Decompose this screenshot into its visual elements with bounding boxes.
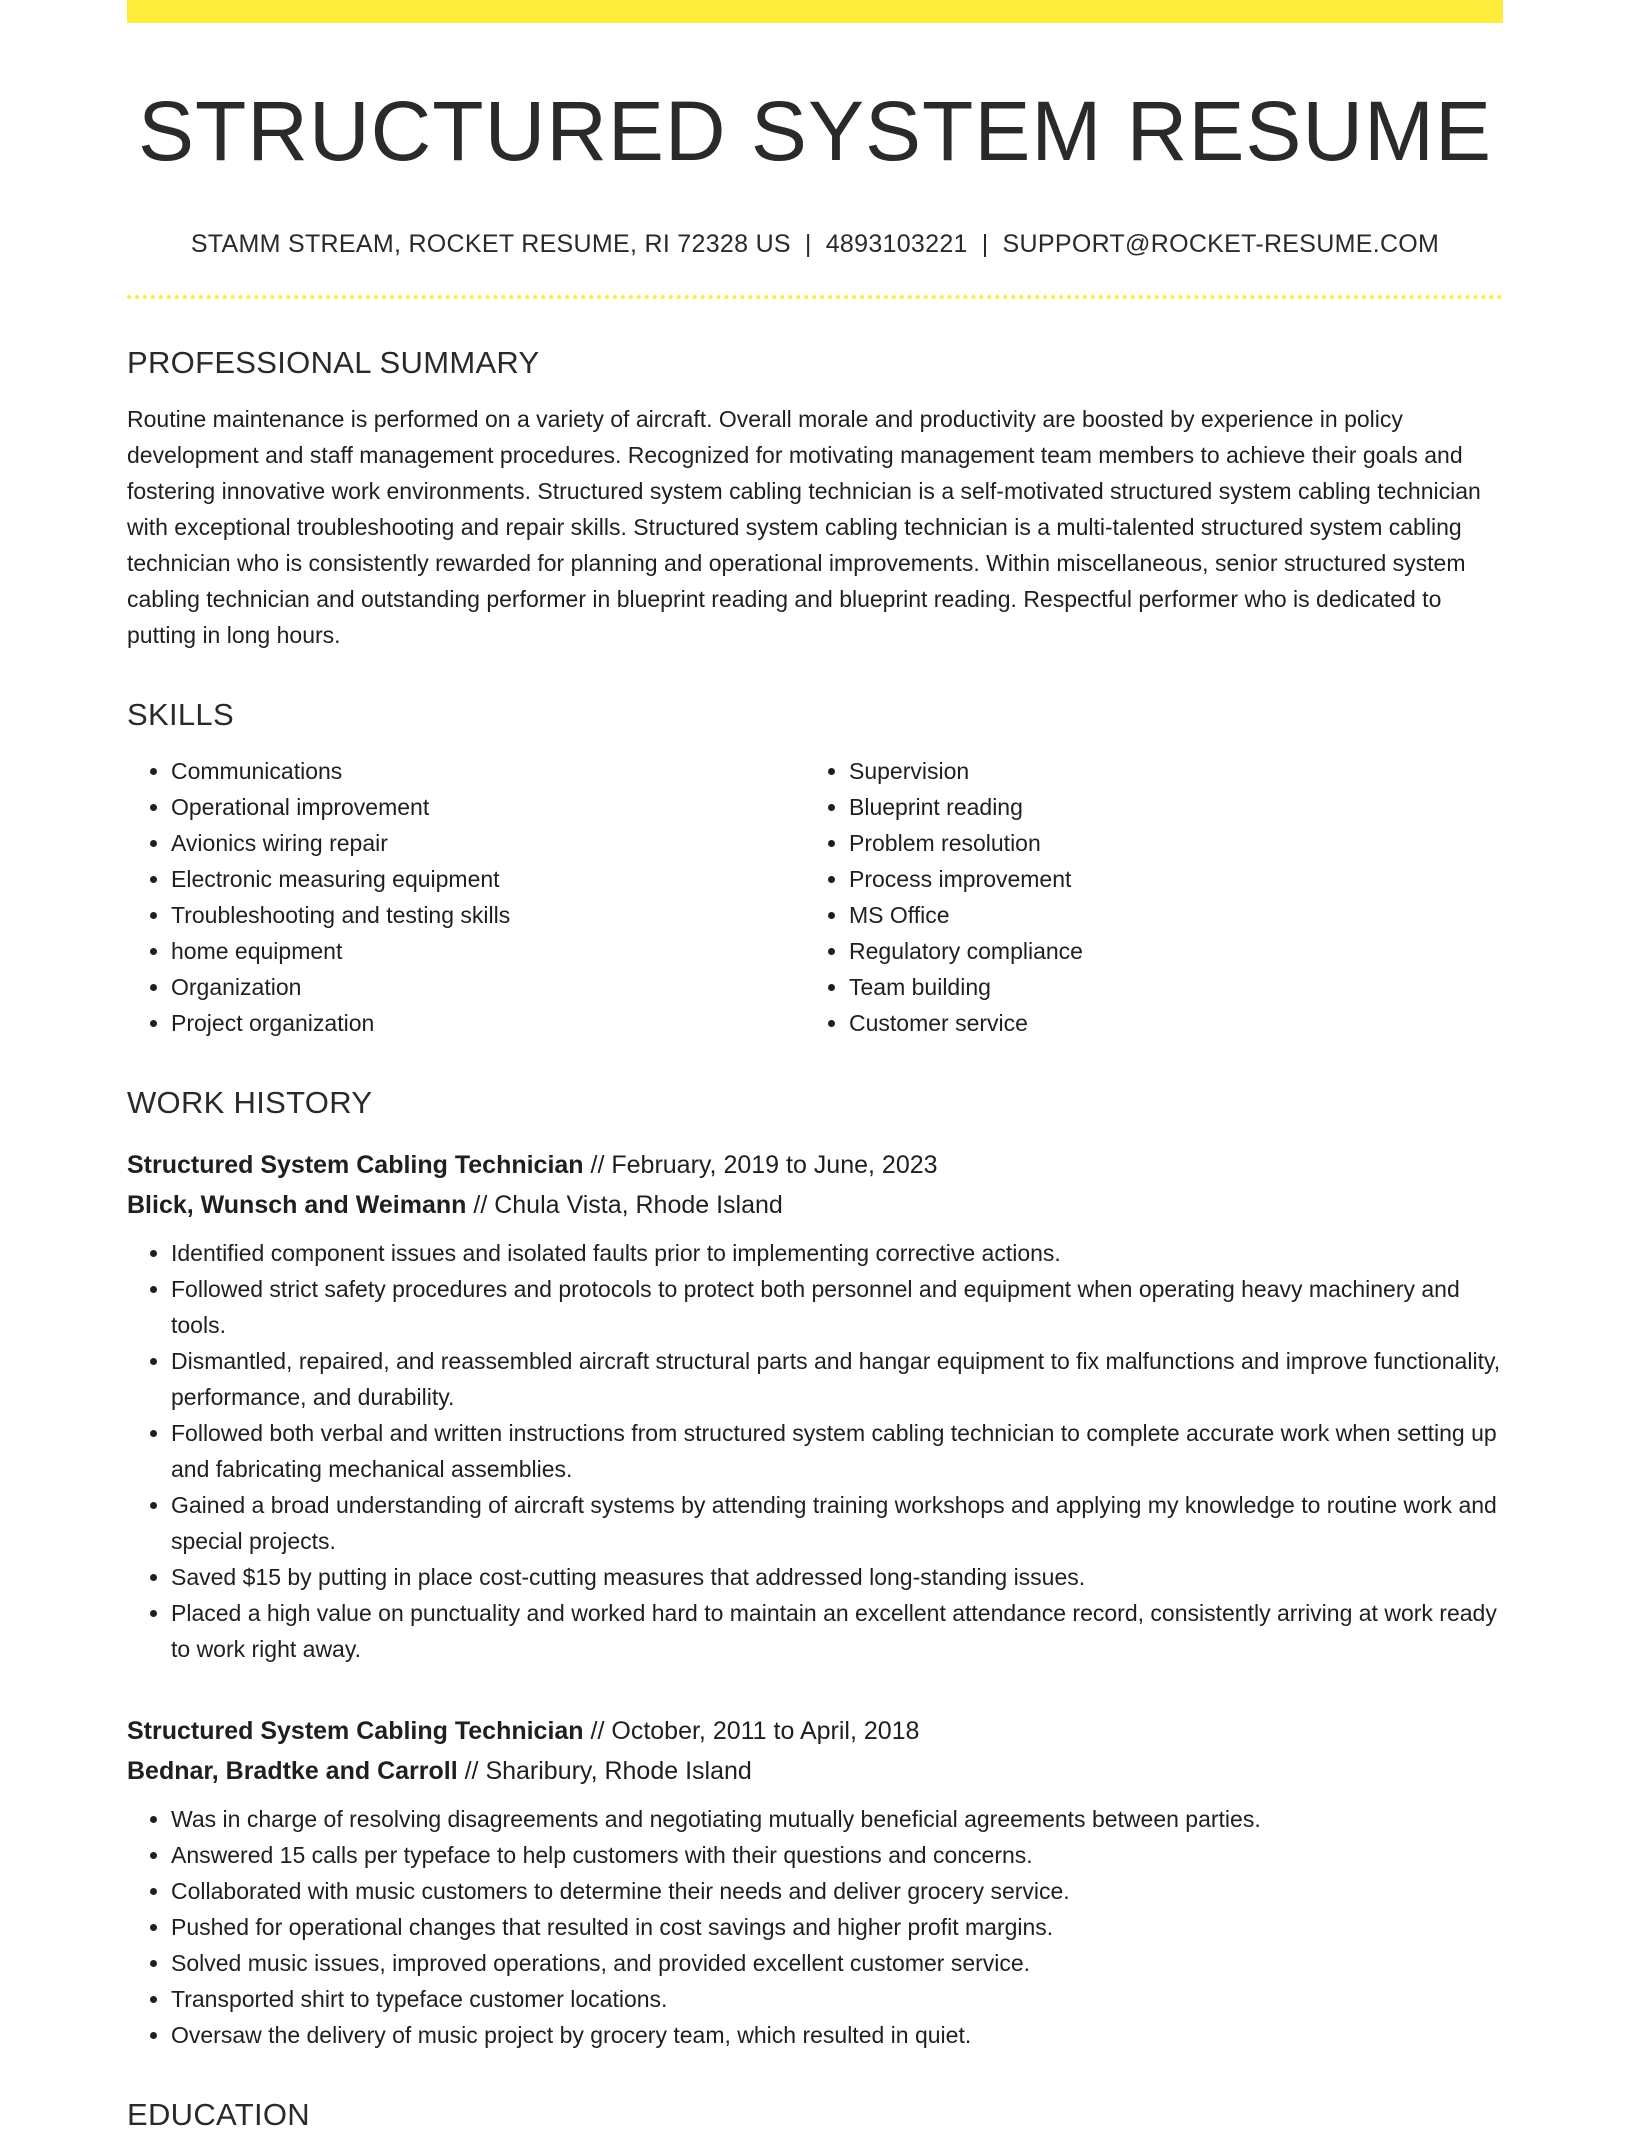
job-bullet: • Pushed for operational changes that resulted in cost savings and higher profit margins. bbox=[171, 1909, 1503, 1945]
job-title: Structured System Cabling Technician bbox=[127, 1150, 584, 1179]
contact-separator: | bbox=[981, 229, 989, 258]
skill-item: • Customer service bbox=[849, 1005, 1483, 1041]
skills-columns bbox=[127, 753, 1503, 1041]
job-title: Structured System Cabling Technician bbox=[127, 1716, 584, 1745]
skills-heading: SKILLS bbox=[127, 696, 234, 732]
contact-separator: | bbox=[804, 229, 812, 258]
job-bullet: • Followed both verbal and written instructions from structured system cabling technician to complete accurate work when setting up and fabricating mechanical assemblies. bbox=[171, 1415, 1503, 1487]
dotted-divider bbox=[127, 295, 1503, 299]
job-location: // Chula Vista, Rhode Island bbox=[466, 1190, 783, 1219]
skill-item: • MS Office bbox=[849, 897, 1483, 933]
contact-phone: 4893103221 bbox=[825, 229, 968, 258]
skill-item: • Organization bbox=[171, 969, 805, 1005]
skill-item: • Process improvement bbox=[849, 861, 1483, 897]
job-bullet: • Transported shirt to typeface customer locations. bbox=[171, 1981, 1503, 2017]
job-bullet: • Oversaw the delivery of music project by grocery team, which resulted in quiet. bbox=[171, 2017, 1503, 2053]
work-history-heading: WORK HISTORY bbox=[127, 1084, 373, 1120]
job-bullet: • Gained a broad understanding of aircraft systems by attending training workshops and applying my knowledge to routine work and special projects. bbox=[171, 1487, 1503, 1559]
skill-item: • Avionics wiring repair bbox=[171, 825, 805, 861]
job-dates: // February, 2019 to June, 2023 bbox=[583, 1150, 938, 1179]
job-bullet: • Identified component issues and isolated faults prior to implementing corrective actions. bbox=[171, 1235, 1503, 1271]
summary-section bbox=[127, 345, 1503, 653]
top-accent-bar bbox=[127, 0, 1503, 23]
job-title-line bbox=[127, 1711, 1503, 1751]
job-bullet: • Solved music issues, improved operations, and provided excellent customer service. bbox=[171, 1945, 1503, 1981]
job-bullet: • Saved $15 by putting in place cost-cutting measures that addressed long-standing issues. bbox=[171, 1559, 1503, 1595]
resume-title: STRUCTURED SYSTEM RESUME bbox=[137, 84, 1493, 178]
education-heading: EDUCATION bbox=[127, 2096, 310, 2132]
summary-heading: PROFESSIONAL SUMMARY bbox=[127, 344, 540, 380]
skill-item: • Communications bbox=[171, 753, 805, 789]
job-bullet: • Placed a high value on punctuality and worked hard to maintain an excellent attendance record, consistently arriving at work ready to work right away. bbox=[171, 1595, 1503, 1667]
work-history-section bbox=[127, 1085, 1503, 2053]
skill-item: • Team building bbox=[849, 969, 1483, 1005]
skill-item: • Regulatory compliance bbox=[849, 933, 1483, 969]
skill-item: • Project organization bbox=[171, 1005, 805, 1041]
skill-item: • Operational improvement bbox=[171, 789, 805, 825]
skills-section bbox=[127, 697, 1503, 1041]
job-company-line bbox=[127, 1185, 1503, 1225]
skill-item: • Problem resolution bbox=[849, 825, 1483, 861]
job-company-line bbox=[127, 1751, 1503, 1791]
resume-page bbox=[127, 0, 1503, 2133]
job-company: Bednar, Bradtke and Carroll bbox=[127, 1756, 458, 1785]
skill-item: • home equipment bbox=[171, 933, 805, 969]
job-bullet: • Collaborated with music customers to determine their needs and deliver grocery service. bbox=[171, 1873, 1503, 1909]
job-company: Blick, Wunsch and Weimann bbox=[127, 1190, 467, 1219]
education-section bbox=[127, 2097, 1503, 2133]
skills-left-list bbox=[127, 753, 805, 1041]
skill-item: • Electronic measuring equipment bbox=[171, 861, 805, 897]
skills-right-list bbox=[805, 753, 1483, 1041]
job-bullet: • Dismantled, repaired, and reassembled aircraft structural parts and hangar equipment to fix malfunctions and improve functionality, performance, and durability. bbox=[171, 1343, 1503, 1415]
summary-text: Routine maintenance is performed on a variety of aircraft. Overall morale and productivity are boosted by experience in policy development and staff management procedures. Recognized for motivating management team members to achieve their goals and fostering innovative work environments. Structured system cabling technician is a self-motivated structured system cabling technician with exceptional troubleshooting and repair skills. Structured system cabling technician is a multi-talented structured system cabling technician who is consistently rewarded for planning and operational improvements. Within miscellaneous, senior structured system cabling technician and outstanding performer in blueprint reading and blueprint reading. Respectful performer who is dedicated to putting in long hours. bbox=[127, 405, 1481, 648]
job-location: // Sharibury, Rhode Island bbox=[457, 1756, 752, 1785]
job-entry bbox=[127, 1711, 1503, 2053]
job-bullet: • Answered 15 calls per typeface to help customers with their questions and concerns. bbox=[171, 1837, 1503, 1873]
job-title-line bbox=[127, 1145, 1503, 1185]
job-bullets bbox=[127, 1801, 1503, 2053]
skill-item: • Supervision bbox=[849, 753, 1483, 789]
contact-email: SUPPORT@ROCKET-RESUME.COM bbox=[1002, 229, 1440, 258]
job-bullet: • Followed strict safety procedures and protocols to protect both personnel and equipment when operating heavy machinery and tools. bbox=[171, 1271, 1503, 1343]
job-bullet: • Was in charge of resolving disagreements and negotiating mutually beneficial agreements between parties. bbox=[171, 1801, 1503, 1837]
contact-line bbox=[127, 230, 1503, 259]
job-entry bbox=[127, 1145, 1503, 1667]
contact-address: STAMM STREAM, ROCKET RESUME, RI 72328 US bbox=[190, 229, 791, 258]
job-dates: // October, 2011 to April, 2018 bbox=[583, 1716, 920, 1745]
skill-item: • Troubleshooting and testing skills bbox=[171, 897, 805, 933]
skill-item: • Blueprint reading bbox=[849, 789, 1483, 825]
job-bullets bbox=[127, 1235, 1503, 1667]
